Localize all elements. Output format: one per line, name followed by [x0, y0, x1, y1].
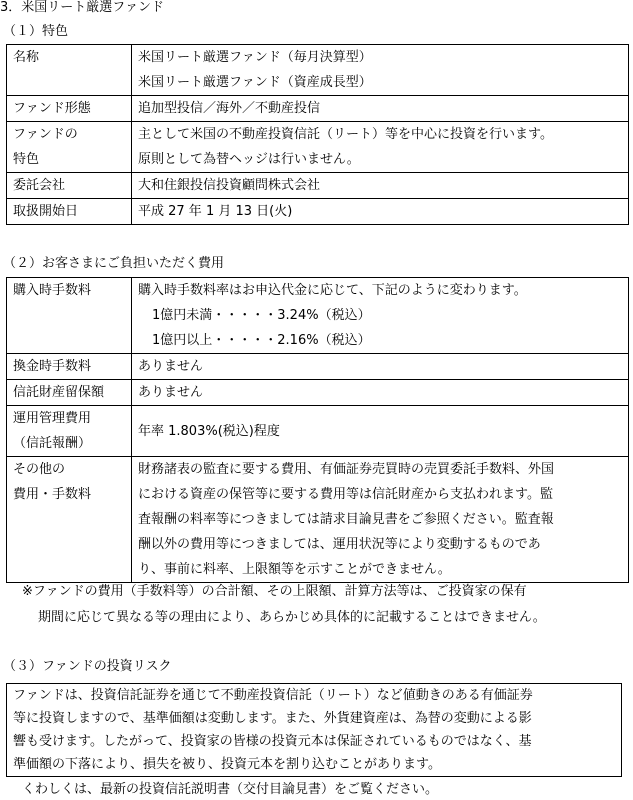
fees-heading: （２）お客さまにご負担いただく費用 — [3, 256, 225, 271]
row-label: 取扱開始日 — [7, 199, 132, 225]
features-table — [6, 44, 629, 225]
row-value: 財務諸表の監査に要する費用、有価証券売買時の売買委託手数料、外国 における資産の保管等に要する費用等は信託財産から支払われます。監 査報酬の料率等につきましては請求目論見書をご参照ください。監査報 酬以外の費用等につきましては、運用状況等により変動するものであ り、事前に料率、上限額等を示すことができません。 — [132, 457, 629, 583]
table-row — [7, 354, 629, 380]
risk-box: ファンドは、投資信託証券を通じて不動産投資信託（リート）など値動きのある有価証券 等に投資しますので、基準価額は変動します。また、外貨建資産は、為替の変動による影 響も受けます。したがって、投資家の皆様の投資元本は保証されているものではなく、基 準価額の下落により、損失を被り、投資元本を割り込むことがあります。 — [6, 683, 622, 777]
row-value: 主として米国の不動産投資信託（リート）等を中心に投資を行います。 原則として為替ヘッジは行いません。 — [132, 122, 629, 173]
row-value: 追加型投信／海外／不動産投信 — [132, 96, 629, 122]
table-row — [7, 45, 629, 96]
row-value: 大和住銀投信投資顧問株式会社 — [132, 173, 629, 199]
footer-note: くわしくは、最新の投資信託説明書（交付目論見書）をご覧ください。 — [22, 782, 439, 797]
row-value: ありません — [132, 354, 629, 380]
table-row — [7, 457, 629, 583]
row-value: 米国リート厳選ファンド（毎月決算型） 米国リート厳選ファンド（資産成長型） — [132, 45, 629, 96]
table-row — [7, 96, 629, 122]
row-label: その他の 費用・手数料 — [7, 457, 132, 583]
row-label: ファンド形態 — [7, 96, 132, 122]
fee-note-continued: 期間に応じて異なる等の理由により、あらかじめ具体的に記載することはできません。 — [38, 610, 546, 625]
row-label: 換金時手数料 — [7, 354, 132, 380]
table-row — [7, 122, 629, 173]
row-value: 購入時手数料率はお申込代金に応じて、下記のように変わります。 1億円未満・・・・・3.24%（税込） 1億円以上・・・・・2.16%（税込） — [132, 278, 629, 354]
row-label: 運用管理費用 （信託報酬） — [7, 406, 132, 457]
table-row — [7, 173, 629, 199]
features-heading: （１）特色 — [3, 24, 69, 39]
table-row — [7, 199, 629, 225]
fees-table — [6, 277, 629, 583]
risk-heading: （３）ファンドの投資リスク — [3, 659, 172, 674]
row-value: 年率 1.803%(税込)程度 — [132, 406, 629, 457]
row-value: ありません — [132, 380, 629, 406]
table-row — [7, 278, 629, 354]
row-label: 信託財産留保額 — [7, 380, 132, 406]
row-value: 平成 27 年 1 月 13 日(火) — [132, 199, 629, 225]
table-row — [7, 380, 629, 406]
row-label: 委託会社 — [7, 173, 132, 199]
fee-note: ※ファンドの費用（手数料等）の合計額、その上限額、計算方法等は、ご投資家の保有 — [22, 584, 527, 599]
table-row — [7, 406, 629, 457]
row-label: ファンドの 特色 — [7, 122, 132, 173]
row-label: 名称 — [7, 45, 132, 96]
section-title: 3．米国リート厳選ファンド — [0, 0, 165, 15]
row-label: 購入時手数料 — [7, 278, 132, 354]
